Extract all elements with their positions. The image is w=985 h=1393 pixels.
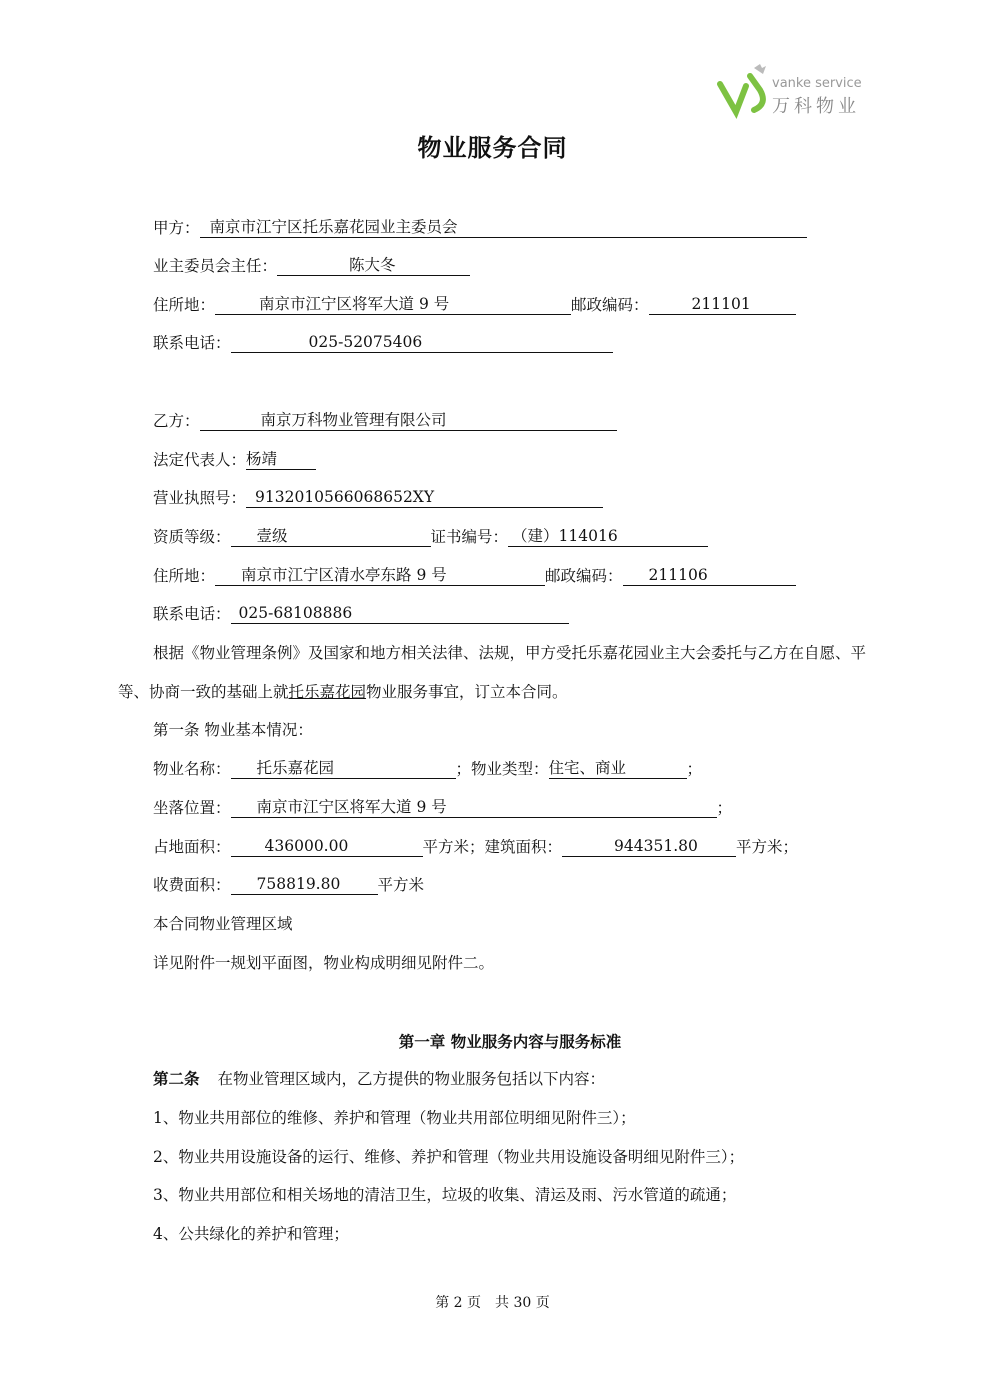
label: ；物业类型：: [455, 760, 549, 778]
page-title: 物业服务合同: [417, 133, 568, 162]
party-b-name: 南京万科物业管理有限公司: [200, 411, 617, 431]
party-a-phone: 025-52075406: [231, 333, 613, 353]
party-a-row: [153, 218, 807, 238]
label: 平方米: [377, 876, 425, 894]
party-b-address-row: [153, 566, 796, 586]
scope-heading: 本合同物业管理区域: [153, 915, 293, 933]
label: 联系电话：: [153, 334, 231, 352]
label: ；: [686, 760, 703, 778]
intro-paragraph: [118, 634, 870, 712]
area-row: [153, 837, 798, 857]
label: 乙方：: [153, 412, 200, 430]
label: ；: [716, 799, 733, 817]
intro-text: 根据《物业管理条例》及国家和地方相关法律、法规，甲方受托乐嘉花园业主大会委托与乙方在自愿、平等、协商一致的基础上就: [118, 644, 867, 701]
label: 平方米；建筑面积：: [422, 838, 563, 856]
list-item: 2、物业共用设施设备的运行、维修、养护和管理（物业共用设施设备明细见附件三）；: [153, 1148, 745, 1166]
location: 南京市江宁区将军大道 9 号: [231, 798, 717, 818]
chapter-heading: 第一章 物业服务内容与服务标准: [398, 1032, 622, 1051]
property-type: 住宅、商业: [549, 759, 687, 779]
label: 营业执照号：: [153, 489, 247, 507]
charge-area-row: [153, 875, 424, 895]
building-area: 944351.80: [562, 837, 736, 857]
grade: 壹级: [231, 527, 431, 547]
list-item: 4、公共绿化的养护和管理；: [153, 1225, 349, 1243]
label: 住所地：: [153, 567, 216, 585]
grade-row: [153, 527, 708, 547]
license-number: 9132010566068652XY: [246, 488, 603, 508]
party-a-address: 南京市江宁区将军大道 9 号: [215, 295, 571, 315]
location-row: [153, 798, 732, 818]
intro-text-end: 物业服务事宜，订立本合同。: [366, 683, 568, 701]
charge-area: 758819.80: [231, 875, 378, 895]
rep-name: 杨靖: [246, 450, 316, 470]
label: 邮政编码：: [571, 296, 649, 314]
label: 坐落位置：: [153, 799, 231, 817]
property-name-row: [153, 759, 702, 779]
license-row: [153, 488, 603, 508]
label: 法定代表人：: [153, 451, 247, 469]
label: 业主委员会主任：: [153, 257, 278, 275]
article2-heading: 第二条: [153, 1069, 200, 1088]
list-item: 3、物业共用部位和相关场地的清洁卫生，垃圾的收集、清运及雨、污水管道的疏通；: [153, 1186, 737, 1204]
party-b-row: [153, 411, 617, 431]
land-area: 436000.00: [231, 837, 423, 857]
label: 占地面积：: [153, 838, 231, 856]
scope-detail: 详见附件一规划平面图，物业构成明细见附件二。: [153, 954, 495, 972]
label: 资质等级：: [153, 528, 231, 546]
label: 甲方：: [153, 219, 200, 237]
party-a-name: 南京市江宁区托乐嘉花园业主委员会: [200, 218, 807, 238]
chair-row: [153, 256, 470, 276]
rep-row: [153, 450, 316, 470]
intro-property: 托乐嘉花园: [288, 683, 367, 701]
list-item: 1、物业共用部位的维修、养护和管理（物业共用部位明细见附件三）；: [153, 1109, 636, 1127]
party-a-postcode: 211101: [649, 295, 796, 315]
logo-en: vanke service: [772, 76, 862, 91]
label: 证书编号：: [430, 528, 509, 546]
article2-text: 在物业管理区域内，乙方提供的物业服务包括以下内容：: [217, 1070, 606, 1088]
party-b-phone-row: [153, 604, 569, 624]
party-b-address: 南京市江宁区清水亭东路 9 号: [215, 566, 545, 586]
party-a-address-row: [153, 295, 796, 315]
label: 联系电话：: [153, 605, 231, 623]
party-b-phone: 025-68108886: [231, 604, 569, 624]
property-name: 托乐嘉花园: [231, 759, 456, 779]
party-a-phone-row: [153, 333, 613, 353]
label: 住所地：: [153, 296, 216, 314]
page-number: 第 2 页 共 30 页: [435, 1295, 550, 1311]
label: 收费面积：: [153, 876, 231, 894]
vanke-service-logo: [716, 62, 876, 120]
logo-cn: 万科物业: [772, 96, 860, 117]
chair-name: 陈大冬: [277, 256, 470, 276]
label: 平方米；: [736, 838, 799, 856]
party-b-postcode: 211106: [623, 566, 796, 586]
article1-heading: 第一条 物业基本情况：: [153, 721, 313, 739]
article2-row: [153, 1069, 605, 1089]
label: 物业名称：: [153, 760, 231, 778]
label: 邮政编码：: [545, 567, 623, 585]
cert-number: （建）114016: [508, 527, 708, 547]
